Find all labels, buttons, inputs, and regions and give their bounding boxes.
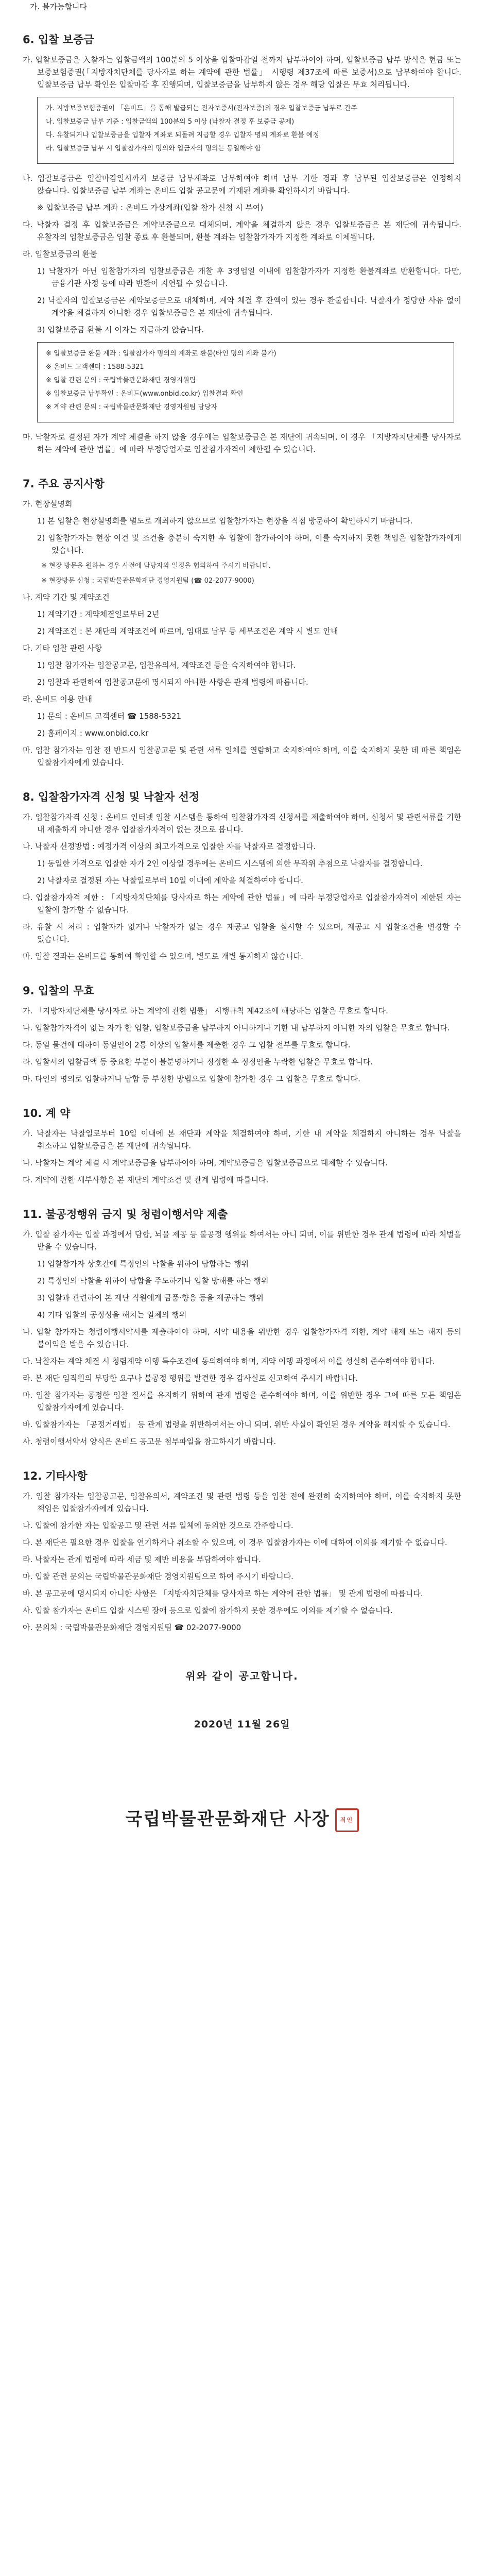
- top-continuation-line: 가. 불가능합니다: [30, 2, 87, 11]
- paragraph: 다. 기타 입찰 관련 사항: [23, 643, 102, 653]
- sub-paragraph: 2) 홈페이지 : www.onbid.co.kr: [37, 728, 149, 738]
- sub-paragraph: 1) 동일한 가격으로 입찰한 자가 2인 이상일 경우에는 온비드 시스템에 의한 무작위 추첨으로 낙찰자를 결정합니다.: [37, 859, 423, 868]
- paragraph: 라. 온비드 이용 안내: [23, 694, 92, 704]
- paragraph: 라. 입찰서의 입찰금액 등 중요한 부분이 불분명하거나 정정한 후 정정인을 누락한 입찰은 무효로 합니다.: [23, 1057, 373, 1066]
- paragraph: 가. 입찰 참가자는 입찰 과정에서 담합, 뇌물 제공 등 불공정 행위를 하여서는 아니 되며, 이를 위반한 경우 관계 법령에 따라 처벌을 받을 수 있습니다.: [23, 1230, 461, 1251]
- sub-paragraph: 2) 특정인의 낙찰을 위하여 담합을 주도하거나 입찰 방해를 하는 행위: [37, 1276, 269, 1285]
- paragraph: 아. 문의처 : 국립박물관문화재단 경영지원팀 ☎ 02-2077-9000: [23, 1623, 241, 1632]
- paragraph: 사. 입찰 참가자는 온비드 입찰 시스템 장애 등으로 입찰에 참가하지 못한 경우에도 이의를 제기할 수 없습니다.: [23, 1606, 393, 1615]
- paragraph: 가. 입찰참가자격 신청 : 온비드 인터넷 입찰 시스템을 통하여 입찰참가자격 신청서를 제출하여야 하며, 신청서 및 관련서류를 기한 내 제출하지 아니한 경우 입찰참가자격이 없는 것으로 봅니다.: [23, 812, 461, 834]
- closing-statement: 위와 같이 공고합니다.: [185, 1670, 299, 1682]
- notice-date: 2020년 11월 26일: [194, 1719, 290, 1730]
- section-title: 6. 입찰 보증금: [23, 33, 94, 46]
- section-key-notices: [23, 476, 461, 769]
- paragraph: 나. 계약 기간 및 계약조건: [23, 592, 110, 602]
- paragraph: 다. 본 재단은 필요한 경우 입찰을 연기하거나 취소할 수 있으며, 이 경우 입찰참가자는 이에 대하여 이의를 제기할 수 없습니다.: [23, 1538, 447, 1547]
- official-seal-icon: 직인: [335, 1808, 359, 1832]
- sub-paragraph: 2) 입찰참가자는 현장 여건 및 조건을 충분히 숙지한 후 입찰에 참가하여야 하며, 이를 숙지하지 못한 책임은 입찰참가자에게 있습니다.: [37, 533, 461, 555]
- section-bid-deposit: [23, 32, 461, 455]
- paragraph: 바. 본 공고문에 명시되지 아니한 사항은 「지방자치단체를 당사자로 하는 계약에 관한 법률」 및 관계 법령에 따릅니다.: [23, 1589, 423, 1598]
- sub-paragraph: 2) 낙찰자의 입찰보증금은 계약보증금으로 대체하며, 계약 체결 후 잔액이 있는 경우 환불합니다. 낙찰자가 정당한 사유 없이 계약을 체결하지 아니한 경우 입찰보증금은 본 재단에 귀속됩니다.: [37, 296, 461, 317]
- paragraph: 마. 입찰 참가자는 공정한 입찰 질서를 유지하기 위하여 관계 법령을 준수하여야 하며, 이를 위반한 경우 그에 따른 모든 책임은 입찰참가자에게 있습니다.: [23, 1391, 461, 1412]
- paragraph: 사. 청렴이행서약서 양식은 온비드 공고문 첨부파일을 참고하시기 바랍니다.: [23, 1437, 276, 1446]
- sub-paragraph: 1) 본 입찰은 현장설명회를 별도로 개최하지 않으므로 입찰참가자는 현장을 직접 방문하여 확인하시기 바랍니다.: [37, 516, 413, 526]
- section-invalid-bids: [23, 983, 461, 1085]
- paragraph: 나. 낙찰자 선정방법 : 예정가격 이상의 최고가격으로 입찰한 자를 낙찰자로 결정합니다.: [23, 842, 316, 851]
- section-title: 7. 주요 공지사항: [23, 478, 105, 490]
- info-box: [37, 97, 454, 164]
- sub-paragraph: 3) 입찰과 관련하여 본 재단 직원에게 금품·향응 등을 제공하는 행위: [37, 1293, 264, 1302]
- section-title: 9. 입찰의 무효: [23, 985, 94, 997]
- paragraph: 마. 입찰 결과는 온비드를 통하여 확인할 수 있으며, 별도로 개별 통지하지 않습니다.: [23, 952, 303, 961]
- note: ※ 현장방문 신청 : 국립박물관문화재단 경영지원팀 (☎ 02-2077-9000): [41, 577, 254, 585]
- paragraph: 다. 낙찰자 결정 후 입찰보증금은 계약보증금으로 대체되며, 계약을 체결하지 않은 경우 입찰보증금은 본 재단에 귀속됩니다. 유찰자의 입찰보증금은 입찰 종료 후 환불되며, 환불 계좌는 입찰참가자가 지정한 계좌로 이체됩니다.: [23, 220, 461, 242]
- sub-paragraph: 1) 입찰참가자 상호간에 특정인의 낙찰을 위하여 담합하는 행위: [37, 1259, 249, 1268]
- paragraph: 다. 계약에 관한 세부사항은 본 재단의 계약조건 및 관계 법령에 따릅니다.: [23, 1175, 269, 1184]
- section-other: [23, 1468, 461, 1634]
- paragraph: 가. 낙찰자는 낙찰일로부터 10일 이내에 본 재단과 계약을 체결하여야 하며, 기한 내 계약을 체결하지 아니하는 경우 낙찰을 취소하고 입찰보증금은 본 재단에 귀속됩니다.: [23, 1129, 461, 1150]
- issuer-text: 국립박물관문화재단 사장: [125, 1809, 330, 1829]
- box-line: 라. 입찰보증금 납부 시 입찰참가자의 명의와 입금자의 명의는 동일해야 함: [46, 145, 262, 152]
- note: ※ 현장 방문을 원하는 경우 사전에 담당자와 일정을 협의하여 주시기 바랍니다.: [41, 562, 271, 570]
- section-title: 8. 입찰참가자격 신청 및 낙찰자 선정: [23, 791, 200, 803]
- box-line: ※ 입찰보증금 환불 계좌 : 입찰참가자 명의의 계좌로 환불(타인 명의 계좌 불가): [46, 350, 276, 358]
- box-line: 나. 입찰보증금 납부 기준 : 입찰금액의 100분의 5 이상 (낙찰자 결정 후 보증금 공제): [46, 118, 295, 126]
- paragraph: 다. 입찰참가자격 제한 : 「지방자치단체를 당사자로 하는 계약에 관한 법률」에 따라 부정당업자로 입찰참가자격이 제한된 자는 입찰에 참가할 수 없습니다.: [23, 893, 461, 914]
- section-fair-trade: [23, 1207, 461, 1448]
- paragraph: 다. 낙찰자는 계약 체결 시 청렴계약 이행 특수조건에 동의하여야 하며, 계약 이행 과정에서 이를 성실히 준수하여야 합니다.: [23, 1357, 435, 1366]
- issuer-name: [23, 1808, 461, 1832]
- section-title: 11. 불공정행위 금지 및 청렴이행서약 제출: [23, 1208, 228, 1221]
- sub-paragraph: ※ 입찰보증금 납부 계좌 : 온비드 가상계좌(입찰 참가 신청 시 부여): [37, 203, 264, 212]
- paragraph: 마. 입찰 관련 문의는 국립박물관문화재단 경영지원팀으로 하여 주시기 바랍니다.: [23, 1572, 293, 1581]
- sub-paragraph: 2) 입찰과 관련하여 입찰공고문에 명시되지 아니한 사항은 관계 법령에 따릅니다.: [37, 677, 308, 687]
- paragraph: 마. 낙찰자로 결정된 자가 계약 체결을 하지 않을 경우에는 입찰보증금은 본 재단에 귀속되며, 이 경우 「지방자치단체를 당사자로 하는 계약에 관한 법률」에 따라 부정당업자로 입찰참가자격이 제한될 수 있습니다.: [23, 432, 461, 454]
- paragraph: 가. 입찰보증금은 入찰자는 입찰금액의 100분의 5 이상을 입찰마감일 전까지 납부하여야 하며, 입찰보증금 납부 방식은 현금 또는 보증보험증권(「지방자치단체를 당사자로 하는 계약에 관한 법률」 시행령 제37조에 따른 보증서)으로 납부하여야 합니다. 입찰보증금 납부 확인은 입찰마감 후 진행되며, 입찰보증금을 납부하지 않은 경우 해당 입찰은 무효 처리됩니다.: [23, 55, 461, 89]
- box-line: ※ 계약 관련 문의 : 국립박물관문화재단 경영지원팀 담당자: [46, 403, 218, 411]
- paragraph: 나. 입찰 참가자는 청렴이행서약서를 제출하여야 하며, 서약 내용을 위반한 경우 입찰참가자격 제한, 계약 해제 또는 해지 등의 불이익을 받을 수 있습니다.: [23, 1327, 461, 1349]
- section-title: 12. 기타사항: [23, 1470, 88, 1482]
- sub-paragraph: 1) 입찰 참가자는 입찰공고문, 입찰유의서, 계약조건 등을 숙지하여야 합니다.: [37, 660, 296, 670]
- box-line: ※ 입찰 관련 문의 : 국립박물관문화재단 경영지원팀: [46, 377, 196, 384]
- paragraph: 라. 본 재단 임직원의 부당한 요구나 불공정 행위를 발견한 경우 감사실로 신고하여 주시기 바랍니다.: [23, 1374, 358, 1383]
- box-line: 다. 유찰되거나 입찰보증금을 입찰자 계좌로 되돌려 지급할 경우 입찰자 명의 계좌로 환불 예정: [46, 131, 319, 139]
- paragraph: 가. 입찰 참가자는 입찰공고문, 입찰유의서, 계약조건 및 관련 법령 등을 입찰 전에 완전히 숙지하여야 하며, 이를 숙지하지 못한 책임은 입찰참가자에게 있습니다.: [23, 1492, 461, 1513]
- paragraph: 마. 입찰 참가자는 입찰 전 반드시 입찰공고문 및 관련 서류 일체를 열람하고 숙지하여야 하며, 이를 숙지하지 못한 데 따른 책임은 입찰참가자에게 있습니다.: [23, 745, 461, 767]
- sub-paragraph: 2) 낙찰자로 결정된 자는 낙찰일로부터 10일 이내에 계약을 체결하여야 합니다.: [37, 876, 303, 885]
- paragraph: 가. 「지방자치단체를 당사자로 하는 계약에 관한 법률」 시행규칙 제42조에 해당하는 입찰은 무효로 합니다.: [23, 1006, 388, 1015]
- section-qualification-and-selection: [23, 789, 461, 962]
- box-line: 가. 지방보증보험증권이 「온비드」를 통해 발급되는 전자보증서(전자보증)의 경우 입찰보증금 납부로 간주: [46, 105, 357, 112]
- sub-paragraph: 4) 기타 입찰의 공정성을 해치는 일체의 행위: [37, 1310, 187, 1319]
- box-line: ※ 입찰보증금 납부확인 : 온비드(www.onbid.co.kr) 입찰결과 확인: [46, 390, 244, 398]
- section-contract: [23, 1106, 461, 1186]
- paragraph: 나. 입찰보증금은 입찰마감일시까지 보증금 납부계좌로 납부하여야 하며 납부 기한 경과 후 납부된 입찰보증금은 인정하지 않습니다. 입찰보증금 납부 계좌는 온비드 입찰 공고문에 기재된 계좌를 확인하시기 바랍니다.: [23, 174, 461, 195]
- paragraph: 바. 입찰참가자는 「공정거래법」 등 관계 법령을 위반하여서는 아니 되며, 위반 사실이 확인된 경우 계약을 해지할 수 있습니다.: [23, 1420, 451, 1429]
- paragraph: 나. 입찰에 참가한 자는 입찰공고 및 관련 서류 일체에 동의한 것으로 간주합니다.: [23, 1521, 293, 1530]
- sub-paragraph: 1) 낙찰자가 아닌 입찰참가자의 입찰보증금은 개찰 후 3영업일 이내에 입찰참가자가 지정한 환불계좌로 반환합니다. 다만, 금융기관 사정 등에 따라 반환이 지연될 수 있습니다.: [37, 266, 461, 288]
- section-title: 10. 계 약: [23, 1107, 71, 1120]
- sub-paragraph: 1) 문의 : 온비드 고객센터 ☎ 1588-5321: [37, 711, 181, 721]
- info-box: [37, 342, 454, 422]
- paragraph: 다. 동일 물건에 대하여 동일인이 2통 이상의 입찰서를 제출한 경우 그 입찰 전부를 무효로 합니다.: [23, 1040, 351, 1049]
- paragraph: 가. 현장설명회: [23, 499, 73, 509]
- paragraph: 라. 낙찰자는 관계 법령에 따라 세금 및 제반 비용을 부담하여야 합니다.: [23, 1555, 261, 1564]
- box-line: ※ 온비드 고객센터 : 1588-5321: [46, 363, 144, 371]
- sub-paragraph: 3) 입찰보증금 환불 시 이자는 지급하지 않습니다.: [37, 325, 204, 334]
- sub-paragraph: 1) 계약기간 : 계약체결일로부터 2년: [37, 609, 160, 619]
- paragraph: 라. 입찰보증금의 환불: [23, 249, 97, 259]
- paragraph: 나. 입찰참가자격이 없는 자가 한 입찰, 입찰보증금을 납부하지 아니하거나 기한 내 납부하지 아니한 자의 입찰은 무효로 합니다.: [23, 1023, 450, 1032]
- paragraph: 라. 유찰 시 처리 : 입찰자가 없거나 낙찰자가 없는 경우 재공고 입찰을 실시할 수 있으며, 재공고 시 입찰조건을 변경할 수 있습니다.: [23, 922, 461, 944]
- paragraph: 마. 타인의 명의로 입찰하거나 담합 등 부정한 방법으로 입찰에 참가한 경우 그 입찰은 무효로 합니다.: [23, 1074, 360, 1083]
- paragraph: 나. 낙찰자는 계약 체결 시 계약보증금을 납부하여야 하며, 계약보증금은 입찰보증금으로 대체할 수 있습니다.: [23, 1158, 388, 1167]
- sub-paragraph: 2) 계약조건 : 본 재단의 계약조건에 따르며, 임대료 납부 등 세부조건은 계약 시 별도 안내: [37, 626, 338, 636]
